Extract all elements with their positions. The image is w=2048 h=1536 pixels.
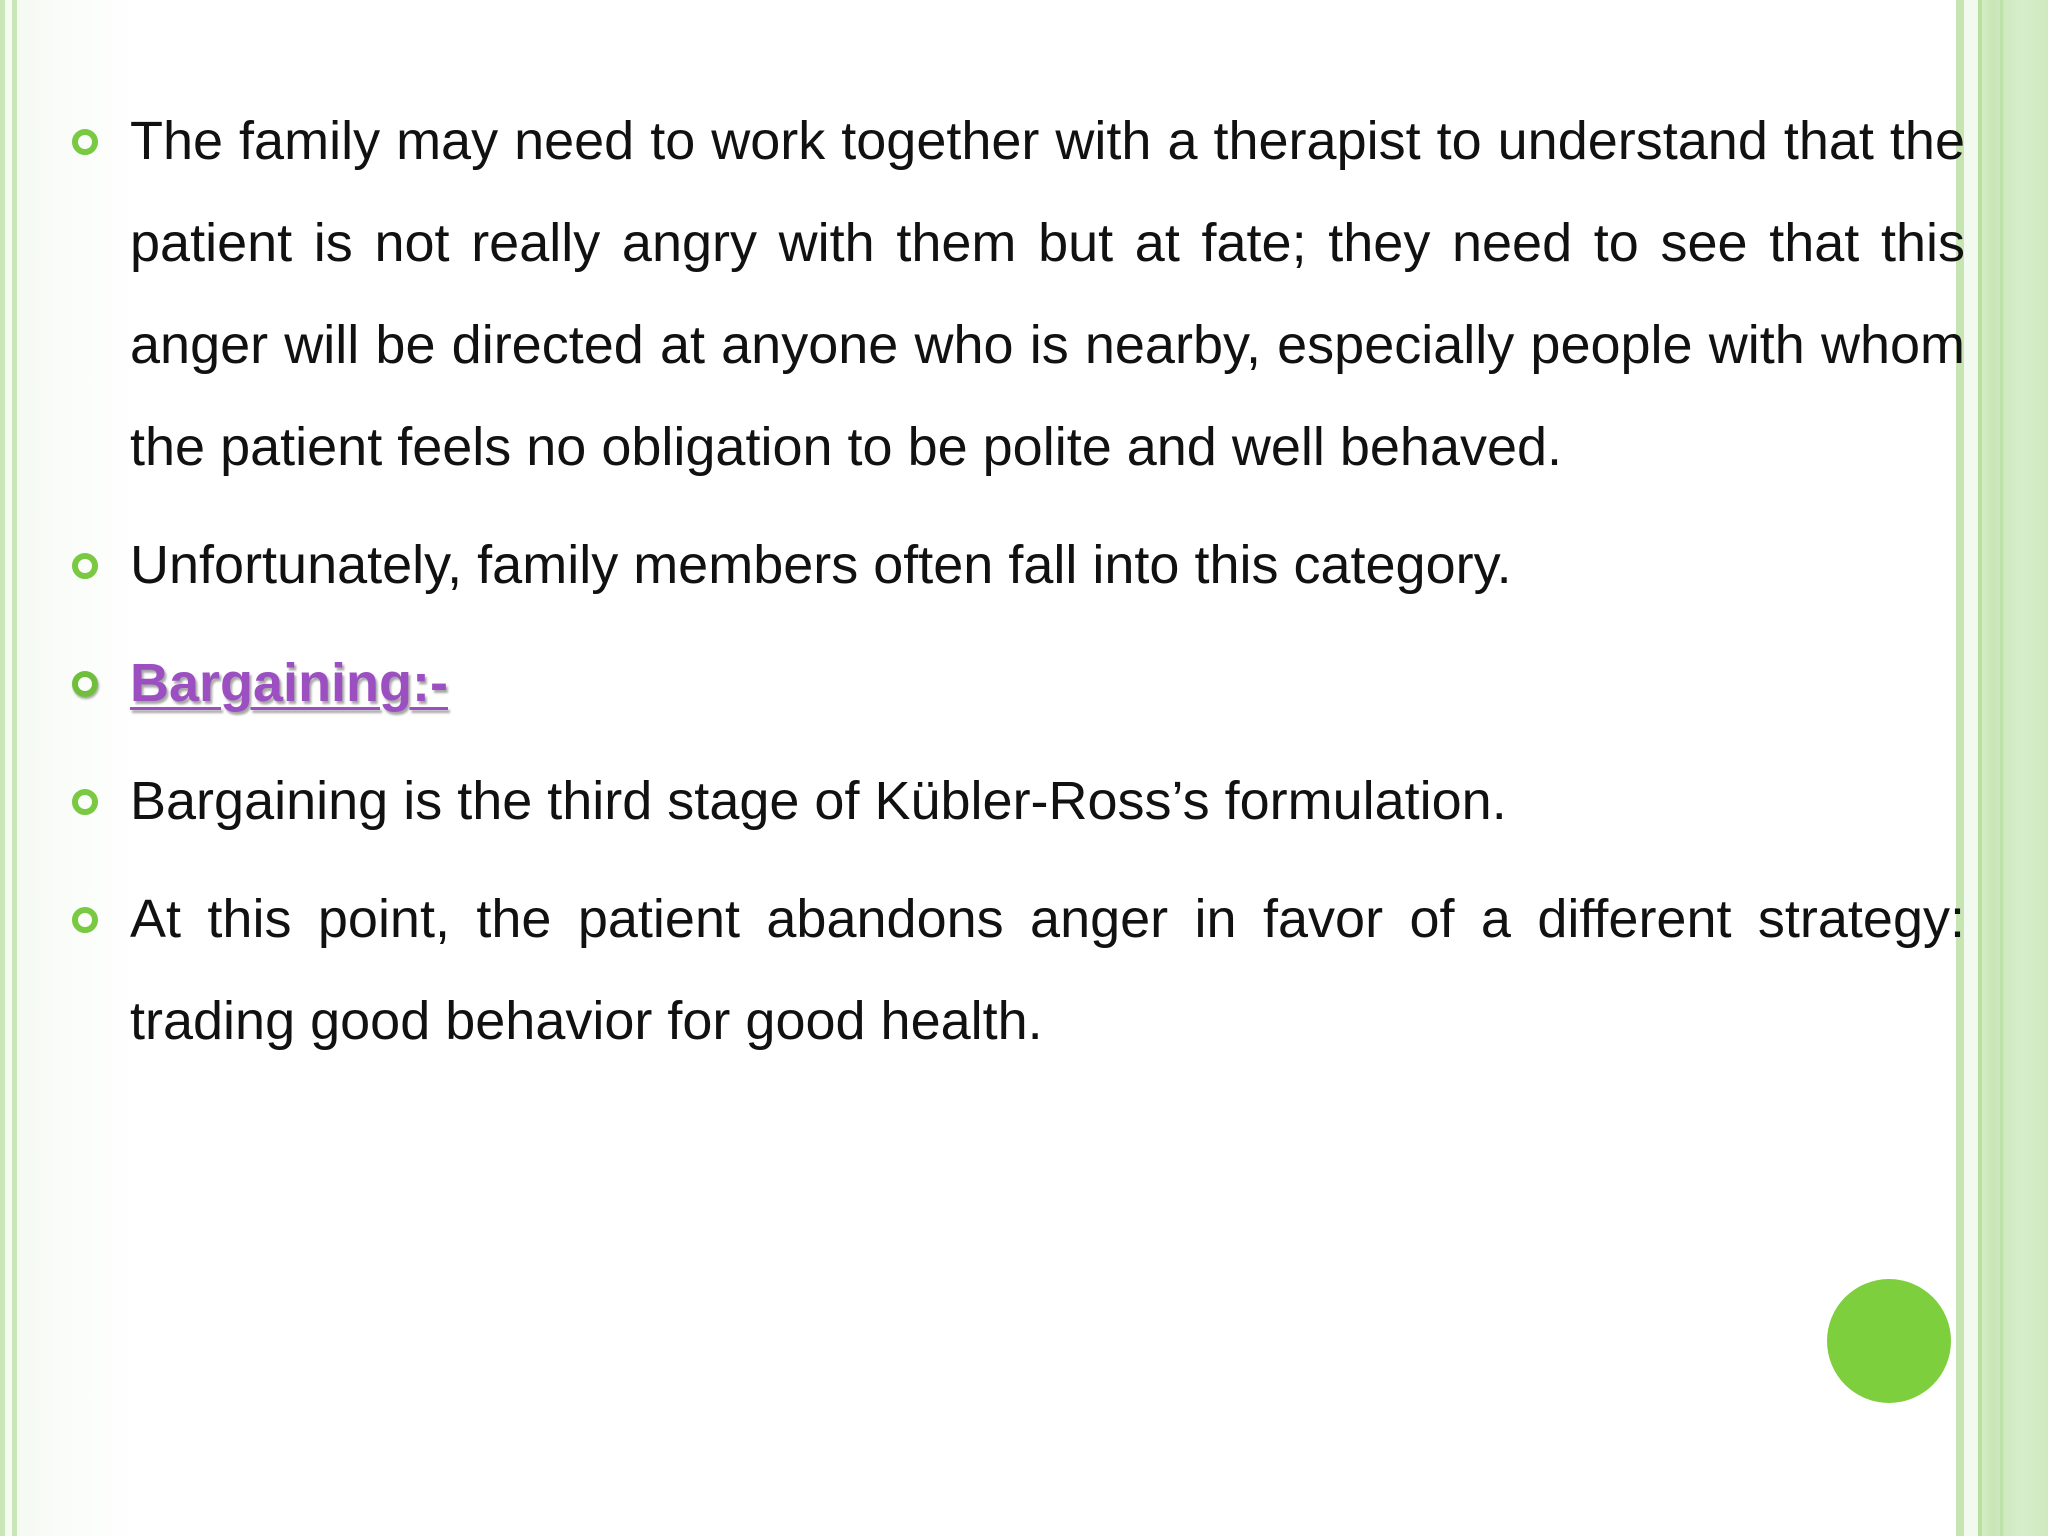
hollow-circle-bullet-icon <box>72 671 98 697</box>
bullet-item-third-stage <box>60 750 1965 852</box>
left-border-line-outer <box>0 0 5 1536</box>
slide-content <box>60 90 1965 1072</box>
green-circle-decoration <box>1827 1279 1951 1403</box>
hollow-circle-bullet-icon <box>72 789 98 815</box>
bullet-text: The family may need to work together with a therapist to understand that the patient is not really angry with them but at fate; they need to see that this anger will be directed at anyone who is nearby, especially people with whom the patient feels no obligation to be polite and well behaved. <box>130 111 1965 477</box>
bullet-text: At this point, the patient abandons anger in favor of a different strategy: trading good behavior for good health. <box>130 889 1965 1051</box>
hollow-circle-bullet-icon <box>72 129 98 155</box>
bullet-item-family-therapist <box>60 90 1965 498</box>
hollow-circle-bullet-icon <box>72 553 98 579</box>
bullet-item-family-members <box>60 514 1965 616</box>
bullet-text: Unfortunately, family members often fall into this category. <box>130 535 1512 595</box>
bullet-text: Bargaining is the third stage of Kübler-Ross’s formulation. <box>130 771 1507 831</box>
right-border-band-c <box>1982 0 2048 1536</box>
left-border-line-inner <box>12 0 17 1536</box>
right-border-line <box>2000 0 2003 1536</box>
hollow-circle-bullet-icon <box>72 907 98 933</box>
bullet-item-abandons-anger <box>60 868 1965 1072</box>
bullet-item-bargaining-heading <box>60 632 1965 734</box>
right-border-gap <box>1964 0 1978 1536</box>
section-heading: Bargaining:- <box>130 653 448 713</box>
